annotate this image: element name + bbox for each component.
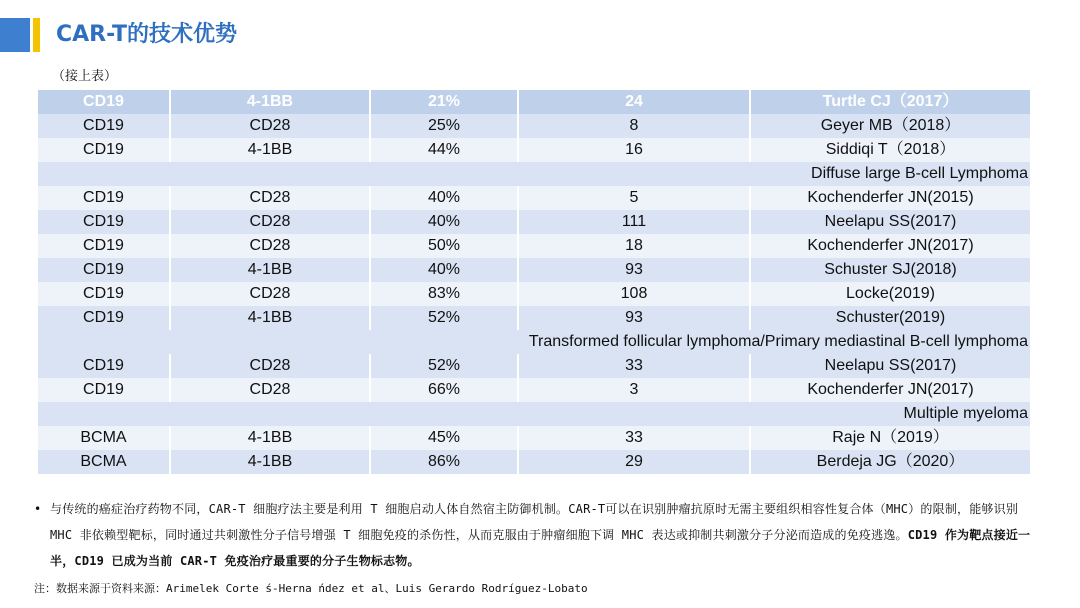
table-cell: Berdeja JG（2020）: [816, 453, 965, 470]
table-cell: 3: [519, 378, 751, 402]
table-cell: CD19: [38, 234, 171, 258]
table-header-cell: Turtle CJ（2017）: [822, 93, 959, 110]
table-cell: CD28: [171, 114, 371, 138]
table-row: [38, 306, 1030, 330]
table-cell: CD19: [38, 258, 171, 282]
title-accent-blue-bar: [0, 18, 30, 52]
table-header-cell: CD19: [38, 90, 171, 114]
table-cell: CD19: [38, 378, 171, 402]
table-cell: Raje N（2019）: [832, 429, 949, 446]
table-cell: Siddiqi T（2018）: [825, 141, 956, 158]
table-cell: 44%: [371, 138, 519, 162]
table-cell: 93: [519, 306, 751, 330]
table-group-row: [38, 402, 1030, 426]
table-cell: CD28: [171, 282, 371, 306]
table-cell: 4-1BB: [171, 138, 371, 162]
table-cell: 111: [519, 210, 751, 234]
table-cell: CD19: [38, 138, 171, 162]
table-cell: 8: [519, 114, 751, 138]
table-row: [38, 138, 1030, 162]
table-cell: 18: [519, 234, 751, 258]
notes-emphasis: CD19 作为靶点接近一半，CD19 已成为当前 CAR-T 免疫治疗最重要的分子生物标志物。: [50, 528, 1031, 568]
table-cell: 4-1BB: [171, 258, 371, 282]
table-group-row: [38, 330, 1030, 354]
table-cell: CD19: [38, 210, 171, 234]
car-t-trials-table: [38, 90, 1030, 474]
table-cell: 40%: [371, 210, 519, 234]
table-cell: 52%: [371, 306, 519, 330]
table-cell: Kochenderfer JN(2017): [807, 381, 974, 398]
table-cell: CD19: [38, 186, 171, 210]
table-cell: Neelapu SS(2017): [824, 213, 957, 230]
table-row: [38, 114, 1030, 138]
table-cell: 40%: [371, 258, 519, 282]
table-row: [38, 186, 1030, 210]
notes-body: 与传统的癌症治疗药物不同，CAR-T 细胞疗法主要是利用 T 细胞启动人体自然宿主防御机制。CAR-T可以在识别肿瘤抗原时无需主要组织相容性复合体（MHC）的限制，能够识别 MHC 非依赖型靶标，同时通过共刺激性分子信号增强 T 细胞免疫的杀伤性，从而克服由于肿瘤细胞下调 MHC 表达或抑制共刺激分子分泌而造成的免疫逃逸。: [50, 502, 1019, 542]
table-cell: Neelapu SS(2017): [824, 357, 957, 374]
table-cell: Geyer MB（2018）: [820, 117, 961, 134]
table-cell: 4-1BB: [171, 450, 371, 474]
table-cell: CD19: [38, 114, 171, 138]
table-cell: 83%: [371, 282, 519, 306]
table-cell: 86%: [371, 450, 519, 474]
bullet-marker: •: [34, 502, 42, 516]
table-cell: 40%: [371, 186, 519, 210]
table-cell: 93: [519, 258, 751, 282]
table-header-cell: 4-1BB: [171, 90, 371, 114]
table-cell: 5: [519, 186, 751, 210]
notes-text: [50, 496, 1044, 574]
table-header-cell: 24: [519, 90, 751, 114]
notes-paragraph: [34, 496, 1044, 574]
table-cell: BCMA: [38, 450, 171, 474]
table-row: [38, 450, 1030, 474]
table-cell: 50%: [371, 234, 519, 258]
table-cell: 66%: [371, 378, 519, 402]
table-cell: CD19: [38, 354, 171, 378]
table-continuation-label: （接上表）: [52, 69, 118, 84]
table-cell: 29: [519, 450, 751, 474]
table-cell: CD19: [38, 306, 171, 330]
table-cell: Kochenderfer JN(2015): [807, 189, 974, 206]
table-cell: 4-1BB: [171, 306, 371, 330]
table-group-label: Transformed follicular lymphoma/Primary mediastinal B-cell lymphoma: [528, 333, 1028, 350]
table-cell: Kochenderfer JN(2017): [807, 237, 974, 254]
table-cell: BCMA: [38, 426, 171, 450]
table-cell: Locke(2019): [846, 285, 935, 302]
table-cell: CD28: [171, 378, 371, 402]
table-cell: 33: [519, 354, 751, 378]
table-cell: 45%: [371, 426, 519, 450]
table-row: [38, 210, 1030, 234]
page-title: CAR-T的技术优势: [56, 22, 238, 47]
table-row: [38, 378, 1030, 402]
table-group-label: Diffuse large B-cell Lymphoma: [811, 165, 1028, 182]
table-group-label: Multiple myeloma: [903, 405, 1028, 422]
table-cell: CD28: [171, 186, 371, 210]
table-cell: 4-1BB: [171, 426, 371, 450]
table-body: [38, 114, 1030, 474]
table-cell: 33: [519, 426, 751, 450]
table-cell: Schuster SJ(2018): [824, 261, 957, 278]
table-group-row: [38, 162, 1030, 186]
table-cell: CD28: [171, 354, 371, 378]
table-cell: CD19: [38, 282, 171, 306]
table-row: [38, 234, 1030, 258]
table-cell: 52%: [371, 354, 519, 378]
table-cell: 25%: [371, 114, 519, 138]
table-cell: 16: [519, 138, 751, 162]
table-cell: CD28: [171, 234, 371, 258]
table-row: [38, 426, 1030, 450]
table-row: [38, 282, 1030, 306]
source-footnote: 注：数据来源于资料来源：Arimelek Corte ́s-Herna ́ndez et al、Luis Gerardo Rodríguez-Lobato: [34, 582, 588, 595]
title-accent-yellow-bar: [33, 18, 40, 52]
table-row: [38, 258, 1030, 282]
table-row: [38, 354, 1030, 378]
table-header-row: [38, 90, 1030, 114]
table-header-cell: 21%: [371, 90, 519, 114]
table-cell: Schuster(2019): [835, 309, 946, 326]
table-cell: 108: [519, 282, 751, 306]
table-cell: CD28: [171, 210, 371, 234]
